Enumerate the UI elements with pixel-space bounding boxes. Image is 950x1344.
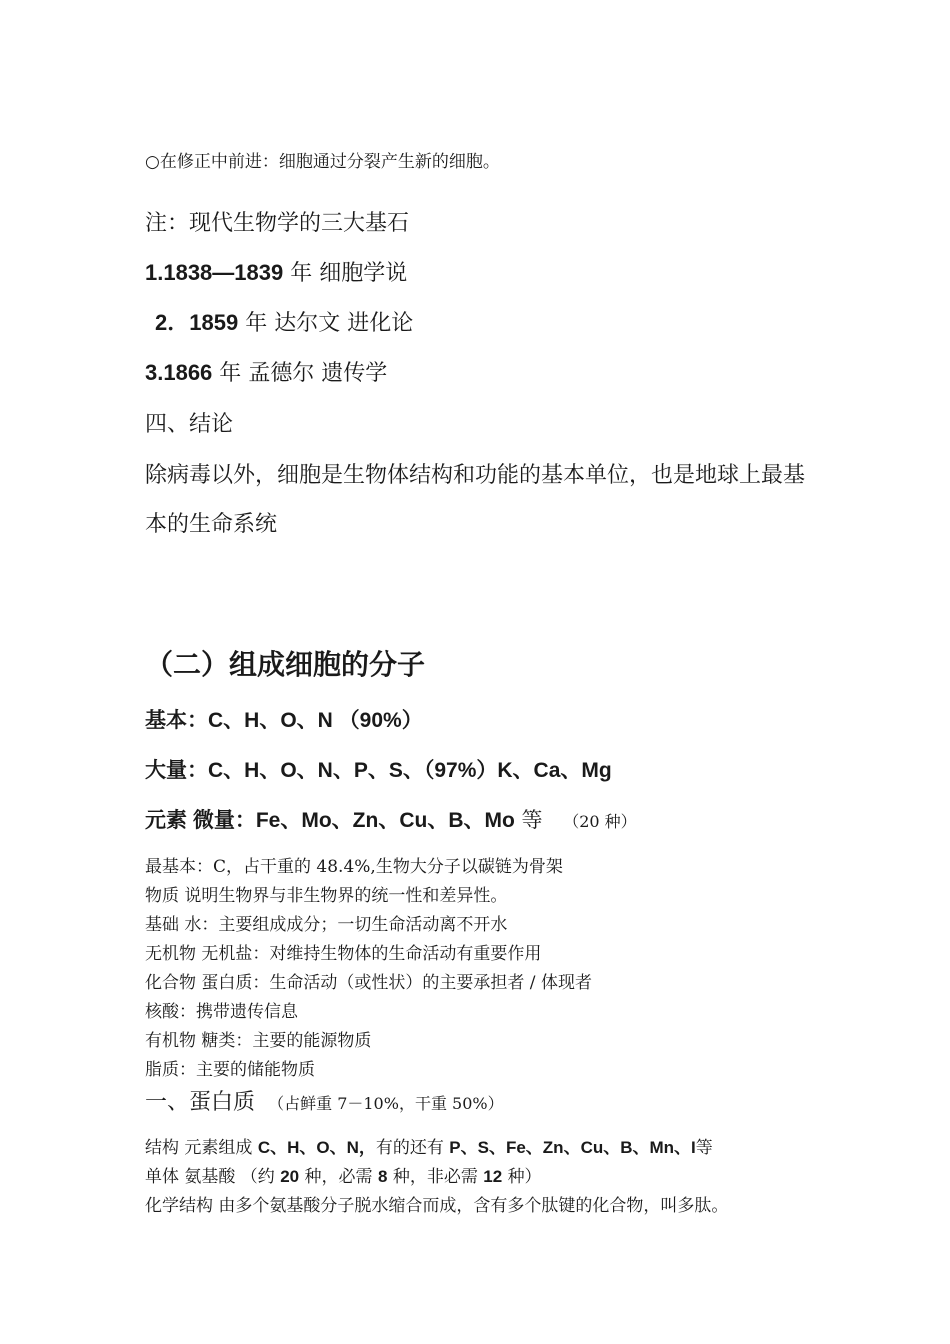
compound-line-8: 脂质：主要的储能物质 [145,1060,315,1080]
protein-monomer-t3: 种） [507,1167,542,1187]
elements-trace [145,804,637,834]
protein-chemical-structure: 化学结构 由多个氨基酸分子脱水缩合而成，含有多个肽键的化合物，叫多肽。 [145,1196,729,1216]
protein-note: （占鲜重 7－10%，干重 50%） [268,1094,504,1113]
elements-basic [145,704,423,734]
protein-monomer-essential: 8 [377,1167,388,1186]
compound-line-4: 无机物 无机盐：对维持生物体的生命活动有重要作用 [145,944,542,964]
note-item-1-unit: 年 [290,261,313,286]
protein-monomer [145,1162,542,1187]
protein-structure-label: 结构 元素组成 [145,1138,253,1158]
compound-line-7: 有机物 糖类：主要的能源物质 [145,1031,372,1051]
elements-major-value: C、H、O、N、P、S、（97%）K、Ca、Mg [208,759,612,782]
protein-structure-elements: C、H、O、N， [257,1138,376,1157]
note-item-3-text: 孟德尔 遗传学 [248,361,388,386]
note-item-2 [155,306,413,337]
protein-structure-mid: 有的还有 [375,1138,444,1158]
elements-trace-suffix: 等 [521,808,543,832]
elements-basic-value: C、H、O、N （90%） [208,709,423,732]
note-item-2-unit: 年 [245,311,268,336]
protein-structure [145,1133,713,1158]
note-item-3-unit: 年 [219,361,242,386]
elements-major [145,754,612,784]
protein-structure-end: 等 [695,1138,713,1158]
protein-heading-line [145,1085,504,1116]
conclusion-line-2: 本的生命系统 [145,512,278,537]
protein-monomer-label: 单体 氨基酸 （约 [145,1167,275,1187]
note-item-1 [145,256,407,287]
protein-monomer-t2: 种，非必需 [392,1167,478,1187]
note-item-2-text: 达尔文 进化论 [274,311,414,336]
protein-structure-elements-2: P、S、Fe、Zn、Cu、B、Mn、I [449,1138,696,1157]
compound-line-1: 最基本：C，占干重的 48.4%,生物大分子以碳链为骨架 [145,857,563,877]
note-item-3-num: 3.1866 [145,360,213,385]
protein-monomer-total: 20 [280,1167,300,1186]
compound-line-5: 化合物 蛋白质：生命活动（或性状）的主要承担者 / 体现者 [145,973,592,993]
note-title: 注：现代生物学的三大基石 [145,211,410,236]
protein-monomer-t1: 种，必需 [304,1167,373,1187]
elements-trace-value: Fe、Mo、Zn、Cu、B、Mo [255,809,515,832]
compound-line-6: 核酸：携带遗传信息 [145,1002,298,1022]
note-item-3 [145,356,387,387]
compound-line-3: 基础 水：主要组成成分；一切生命活动离不开水 [145,915,508,935]
intro-line: ○在修正中前进：细胞通过分裂产生新的细胞。 [145,152,500,172]
note-item-1-num: 1.1838—1839 [145,260,284,285]
elements-trace-count: （20 种） [563,812,637,831]
note-item-1-text: 细胞学说 [319,261,408,286]
note-item-2-num: 2．1859 [155,310,239,335]
compound-line-2: 物质 说明生物界与非生物界的统一性和差异性。 [145,886,508,906]
section-title: （二）组成细胞的分子 [145,648,426,681]
elements-basic-label: 基本： [145,709,208,732]
conclusion-heading: 四、结论 [145,412,234,437]
elements-trace-prefix: 元素 微量： [145,809,256,832]
conclusion-line-1: 除病毒以外，细胞是生物体结构和功能的基本单位，也是地球上最基 [145,463,806,488]
protein-monomer-nonessential: 12 [483,1167,503,1186]
elements-major-label: 大量： [145,759,208,782]
protein-heading: 一、蛋白质 [145,1090,256,1115]
